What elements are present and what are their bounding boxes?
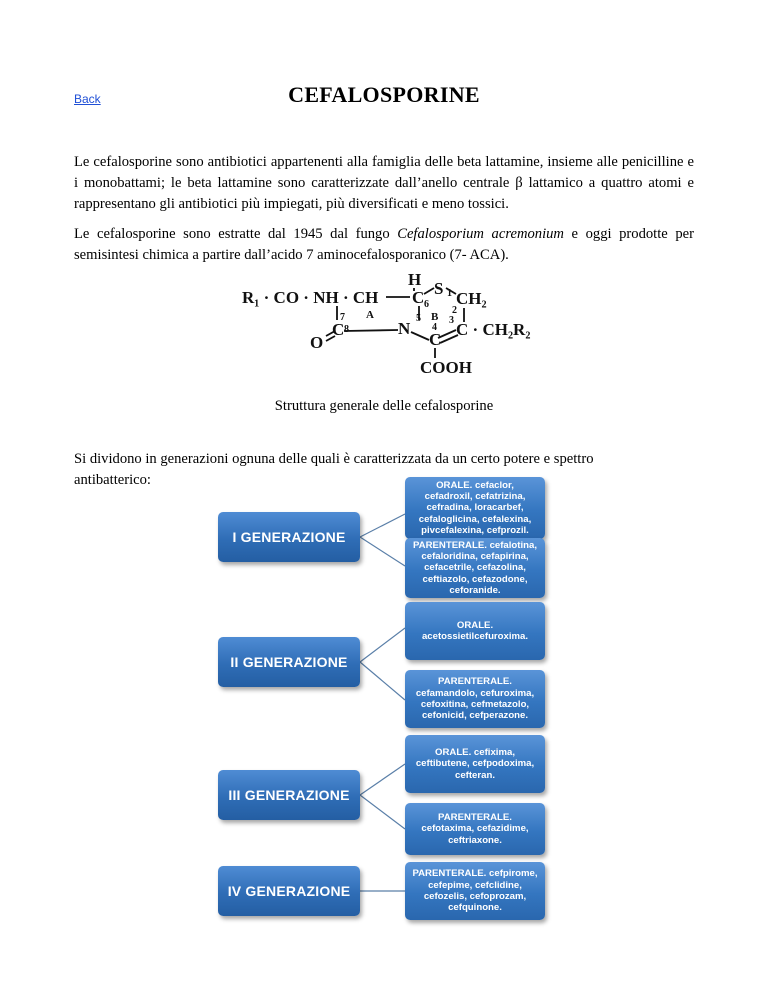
generation-label: III GENERAZIONE: [228, 787, 350, 803]
formula-ring-a: A: [366, 309, 374, 321]
route-label: PARENTERALE.: [412, 868, 487, 880]
origin-text-end: e oggi prodotte per semisintesi chimica a partire dall’acido 7 aminocefalosporanico (7- ACA).: [74, 226, 694, 263]
intro-paragraph: Le cefalosporine sono antibiotici appartenenti alla famiglia delle beta lattamine, insieme alle penicilline e i monobattami; le beta lattamine sono caratterizzate dall’anello centrale β lattamico a quattro atomi e rappresentano gli antibiotici più impiegati, più diversificati e meno tossici.: [74, 154, 694, 212]
formula-ring-b: B: [431, 311, 439, 323]
generation-3-orale-box: [405, 735, 545, 793]
formula-h: H: [408, 272, 422, 289]
route-label: PARENTERALE.: [438, 676, 512, 688]
generation-box-3: [218, 770, 360, 820]
formula-n1: 1: [447, 288, 452, 299]
generations-intro: Si dividono in generazioni ognuna delle quali è caratterizzata da un certo potere e spettro antibatterico:: [74, 451, 594, 488]
route-label: PARENTERALE.: [438, 812, 512, 824]
formula-o: O: [310, 333, 324, 352]
origin-paragraph: [74, 224, 694, 266]
drug-list: cefotaxima, cefazidime, ceftriaxone.: [421, 823, 529, 846]
formula-left-chain: R₁ · CO · NH · CH: [242, 288, 379, 307]
page-title: CEFALOSPORINE: [288, 82, 480, 107]
formula-n4: 4: [432, 322, 437, 333]
generation-box-1: [218, 512, 360, 562]
generation-2-parenterale-box: [405, 670, 545, 728]
formula-n2: 2: [452, 305, 457, 316]
formula-s: S: [434, 279, 444, 298]
fungus-name: Cefalosporium acremonium: [397, 226, 564, 242]
cephalosporin-structure-image: [238, 272, 538, 382]
drug-list: cefpirome, cefepime, cefclidine, cefozelis, cefoprozam, cefquinone.: [423, 868, 538, 914]
drug-list: cefamandolo, cefuroxima, cefoxitina, cefmetazolo, cefonicid, cefperazone.: [415, 687, 535, 722]
route-label: ORALE.: [456, 619, 494, 631]
formula-n7: 7: [340, 312, 345, 323]
generation-box-2: [218, 637, 360, 687]
formula-c8: C: [332, 320, 345, 339]
back-link[interactable]: Back: [74, 92, 101, 106]
origin-text-start: Le cefalosporine sono estratte dal 1945 dal fungo: [74, 226, 398, 242]
generation-2-orale-box: [405, 602, 545, 660]
generation-label: I GENERAZIONE: [232, 529, 346, 545]
generation-box-4: [218, 866, 360, 916]
route-label: PARENTERALE.: [412, 539, 487, 551]
drug-list: cefixima, ceftibutene, cefpodoxima, cefteran.: [415, 747, 535, 781]
formula-n8: 8: [344, 324, 349, 335]
generation-label: IV GENERAZIONE: [227, 883, 351, 899]
generation-1-parenterale-box: [405, 538, 545, 598]
drug-list: cefalotina, cefaloridina, cefapirina, cefacetrile, cefazolina, ceftiazolo, cefazodone, ceforanide.: [421, 539, 538, 596]
generation-4-parenterale-box: [405, 862, 545, 920]
formula-n6: 6: [424, 299, 429, 310]
formula-n5: 5: [416, 313, 421, 324]
formula-cooh: COOH: [420, 358, 472, 377]
generation-label: II GENERAZIONE: [230, 654, 348, 670]
drug-list: cefaclor, cefadroxil, cefatrizina, cefradina, loracarbef, cefaloglicina, cefalexina, pivcefalexina, cefprozil.: [418, 479, 532, 536]
formula-c4: C: [429, 330, 442, 349]
structure-caption: Struttura generale delle cefalosporine: [274, 398, 494, 414]
formula-c3: C · CH₂R₂: [456, 320, 531, 339]
formula-c6: C: [412, 288, 425, 307]
drug-list: acetossietilcefuroxima.: [421, 631, 529, 642]
formula-n: N: [398, 319, 411, 338]
route-label: ORALE.: [436, 479, 473, 491]
formula-n3: 3: [449, 315, 454, 326]
generation-1-orale-box: [405, 477, 545, 539]
generation-3-parenterale-box: [405, 803, 545, 855]
route-label: ORALE.: [435, 747, 472, 759]
formula-ch2: CH₂: [456, 289, 487, 308]
